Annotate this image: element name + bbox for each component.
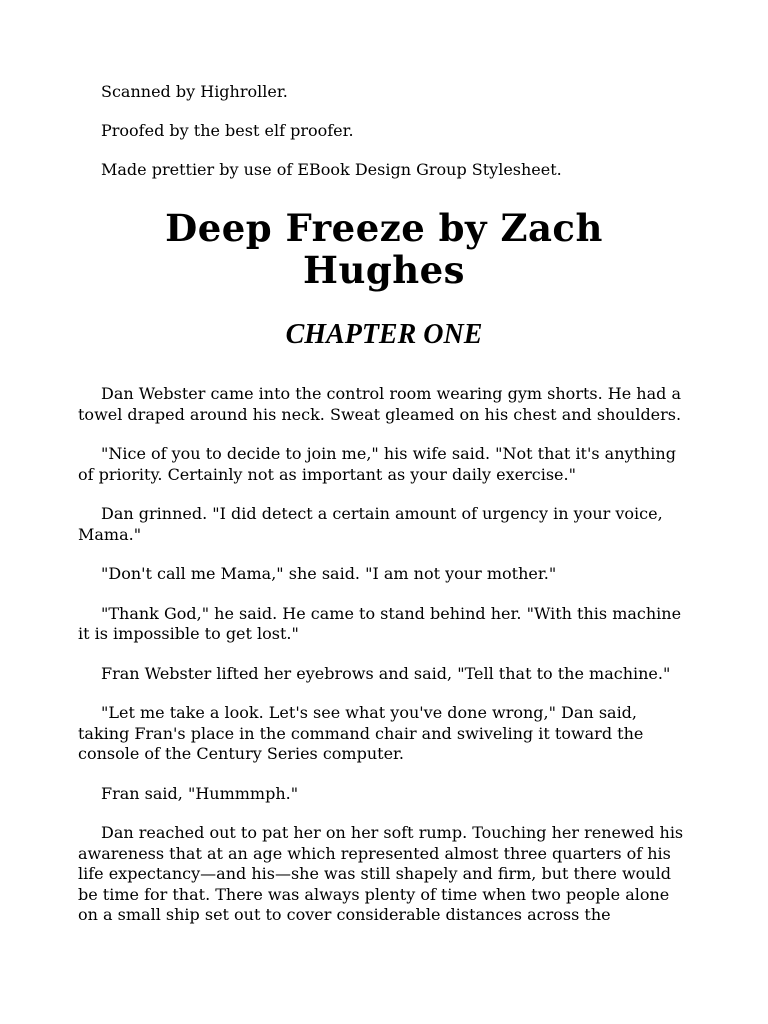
- book-title: Deep Freeze by Zach Hughes: [165, 206, 603, 292]
- paragraph: "Don't call me Mama," she said. "I am not your mother.": [101, 564, 557, 583]
- chapter-body: [78, 384, 690, 926]
- paragraph: "Nice of you to decide to join me," his wife said. "Not that it's anything of priority. Certainly not as important as your daily exercise.": [78, 444, 676, 484]
- paragraph: Fran said, "Hummmph.": [101, 783, 299, 803]
- credits-block: [78, 82, 690, 180]
- paragraph: Dan grinned. "I did detect a certain amount of urgency in your voice, Mama.": [78, 504, 663, 544]
- document-page: [78, 82, 690, 945]
- paragraph: Dan Webster came into the control room wearing gym shorts. He had a towel draped around his neck. Sweat gleamed on his chest and shoulders.: [78, 384, 682, 424]
- paragraph: "Thank God," he said. He came to stand behind her. "With this machine it is impossible to get lost.": [78, 603, 682, 643]
- credit-stylesheet: Made prettier by use of EBook Design Group Stylesheet.: [101, 160, 562, 179]
- paragraph: Fran Webster lifted her eyebrows and said, "Tell that to the machine.": [101, 663, 671, 683]
- chapter-heading: CHAPTER ONE: [285, 319, 483, 350]
- paragraph: Dan reached out to pat her on her soft rump. Touching her renewed his awareness that at an age which represented almost three quarters of his life expectancy—and his—she was still shapely and firm, but there would be time for that. There was always plenty of time when two people alone on a small ship set out to cover considerable distances across the: [78, 823, 684, 924]
- credit-proofed: Proofed by the best elf proofer.: [101, 121, 354, 140]
- credit-scanned: Scanned by Highroller.: [101, 82, 288, 101]
- paragraph: "Let me take a look. Let's see what you've done wrong," Dan said, taking Fran's place in the command chair and swiveling it toward the console of the Century Series computer.: [78, 703, 644, 763]
